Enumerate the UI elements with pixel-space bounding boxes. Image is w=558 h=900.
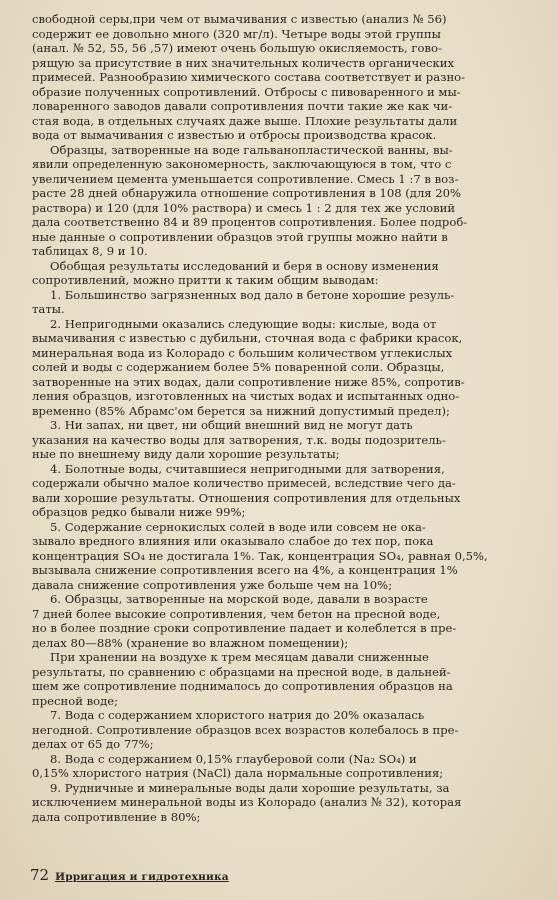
text-line: 6. Образцы, затворенные на морской воде, давали в возрасте — [50, 592, 428, 606]
text-line: свободной серы,при чем от вымачивания с известью (анализ № 56) — [32, 12, 447, 26]
body-text — [32, 12, 528, 824]
text-line: но в более поздние сроки сопротивление падает и колеблется в пре- — [32, 621, 457, 635]
text-line: затворенные на этих водах, дали сопротивление ниже 85%, сопротив- — [32, 374, 465, 389]
text-line: 7. Вода с содержанием хлористого натрия до 20% оказалась — [50, 708, 425, 722]
text-line: образцов редко бывали ниже 99%; — [32, 505, 246, 519]
text-line: 4. Болотные воды, считавшиеся непригодными для затворения, — [50, 461, 445, 476]
text-line: 3. Ни запах, ни цвет, ни общий внешний вид не могут дать — [50, 418, 413, 432]
text-line: стая вода, в отдельных случаях даже выше. Плохие результаты дали — [32, 113, 458, 128]
text-line: зывало вредного влияния или оказывало слабое до тех пор, пока — [32, 534, 434, 548]
text-line: 1. Большинство загрязненных вод дало в бетоне хорошие резуль- — [50, 287, 455, 302]
text-line: Обобщая результаты исследований и беря в основу изменения — [50, 258, 439, 273]
text-line: Образцы, затворенные на воде гальванопластической ванны, вы- — [50, 142, 453, 157]
text-line: ления образцов, изготовленных на чистых водах и испытанных одно- — [32, 389, 460, 403]
page-number: 72 — [30, 866, 50, 884]
text-line: образие полученных сопротивлений. Отбросы с пивоваренного и мы- — [32, 84, 461, 99]
text-line: 7 дней более высокие сопротивления, чем бетон на пресной воде, — [32, 606, 441, 621]
text-line: делах 80—88% (хранение во влажном помещении); — [32, 635, 349, 650]
text-line: содержали обычно малое количество примесей, вследствие чего да- — [32, 476, 456, 490]
text-line: расте 28 дней обнаружила отношение сопротивления в 108 (для 20% — [32, 186, 462, 200]
text-line: содержит ее довольно много (320 мг/л). Четыре воды этой группы — [32, 26, 441, 41]
text-line: вали хорошие результаты. Отношения сопротивления для отдельных — [32, 490, 461, 505]
text-line: явили определенную закономерность, заключающуюся в том, что с — [32, 157, 452, 171]
text-line: 5. Содержание сернокислых солей в воде или совсем не ока- — [50, 519, 426, 534]
text-line: 9. Рудничные и минеральные воды дали хорошие результаты, за — [50, 780, 450, 795]
text-line: 8. Вода с содержанием 0,15% глауберовой соли (Na₂ SO₄) и — [50, 751, 417, 766]
text-line: результаты, по сравнению с образцами на пресной воде, в дальней- — [32, 664, 451, 679]
text-line: (анал. № 52, 55, 56 ,57) имеют очень большую окисляемость, гово- — [32, 41, 442, 55]
text-line: таблицах 8, 9 и 10. — [32, 244, 148, 258]
text-line: 2. Непригодными оказались следующие воды: кислые, вода от — [50, 316, 437, 331]
text-line: вымачивания с известью с дубильни, сточная вода с фабрики красок, — [32, 331, 463, 345]
journal-title: Ирригация и гидротехника — [55, 871, 229, 883]
text-line: ловаренного заводов давали сопротивления почти такие же как чи- — [32, 99, 453, 113]
text-line: исключением минеральной воды из Колорадо (анализ № 32), которая — [32, 795, 462, 809]
text-line: дала соответственно 84 и 89 процентов сопротивления. Более подроб- — [32, 215, 468, 229]
text-line: дала сопротивление в 80%; — [32, 809, 201, 824]
text-line: раствора) и 120 (для 10% раствора) и смесь 1 : 2 для тех же условий — [32, 200, 456, 215]
text-line: указания на качество воды для затворения, т.к. воды подозритель- — [32, 432, 446, 447]
text-line: делах от 65 до 77%; — [32, 737, 154, 751]
text-line: временно (85% Абрамс'ом берется за нижний допустимый предел); — [32, 403, 450, 418]
text-line: концентрация SO₄ не достигала 1%. Так, концентрация SO₄, равная 0,5%, — [32, 548, 488, 563]
text-line: рящую за присутствие в них значительных количеств органических — [32, 55, 455, 70]
text-line: 0,15% хлористого натрия (NaCl) дала нормальные сопротивления; — [32, 766, 444, 780]
text-line: минеральная вода из Колорадо с большим количеством углекислых — [32, 345, 453, 360]
text-line: солей и воды с содержанием более 5% поваренной соли. Образцы, — [32, 360, 445, 374]
text-line: сопротивлений, можно притти к таким общим выводам: — [32, 273, 379, 287]
text-line: таты. — [32, 302, 65, 316]
text-line: пресной воде; — [32, 693, 119, 708]
text-line: примесей. Разнообразию химического состава соответствует и разно- — [32, 70, 466, 84]
text-line: ные данные о сопротивлении образцов этой группы можно найти в — [32, 229, 448, 244]
text-line: вода от вымачивания с известью и отбросы производства красок. — [32, 128, 437, 142]
page-footer — [30, 866, 530, 884]
text-line: вызывала снижение сопротивления всего на 4%, а концентрация 1% — [32, 563, 458, 577]
text-line: давала снижение сопротивления уже больше чем на 10%; — [32, 577, 393, 592]
text-line: негодной. Сопротивление образцов всех возрастов колебалось в пре- — [32, 722, 459, 737]
text-line: увеличением цемента уменьшается сопротивление. Смесь 1 :7 в воз- — [32, 171, 459, 186]
text-line: При хранении на воздухе к трем месяцам давали сниженные — [50, 650, 429, 664]
text-line: шем же сопротивление поднималось до сопротивления образцов на — [32, 679, 453, 693]
text-line: ные по внешнему виду дали хорошие результаты; — [32, 447, 340, 461]
